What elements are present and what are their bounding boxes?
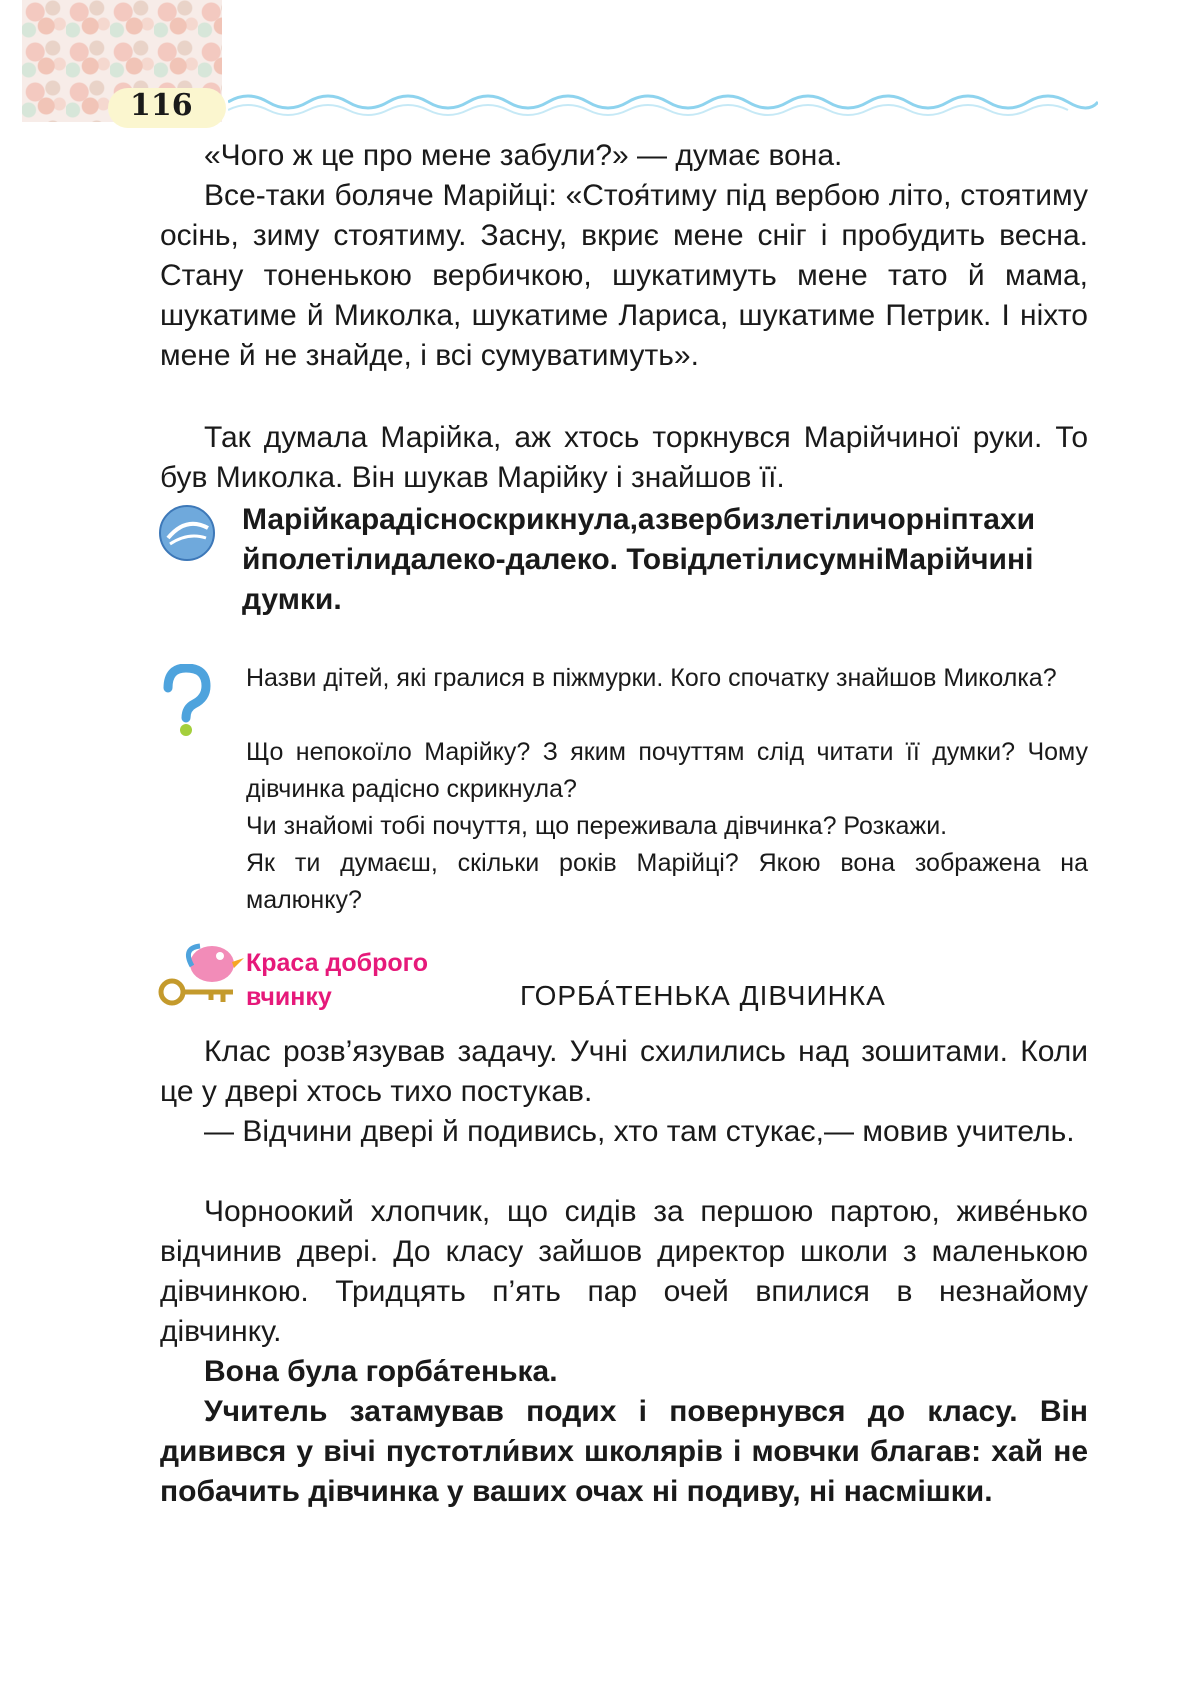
question: Чи знайомі тобі почуття, що переживала дівчинка? Розкажи.: [246, 812, 948, 840]
wave-divider: [228, 90, 1098, 120]
bird-key-icon: [156, 936, 248, 1010]
paragraph: Чорноокий хлопчик, що сидів за першою партою, живе́нько відчинив двері. До класу зайшов директор школи з маленькою дівчинкою. Тридцять п’ять пар очей впилися в незнайому дівчинку.: [160, 1195, 1088, 1348]
question: Що непокоїло Марійку? З яким почуттям слід читати її думки? Чому дівчинка радісно скрикнула?: [246, 738, 1088, 803]
question: Назви дітей, які гралися в піжмурки. Кого спочатку знайшов Миколка?: [246, 664, 1057, 692]
paragraph: Клас розв’язував задачу. Учні схилились над зошитами. Коли це у двері хтось тихо постукав.: [160, 1035, 1088, 1108]
paragraph: — Відчини двері й подивись, хто там стукає,— мовив учитель.: [204, 1115, 1075, 1148]
merged-words-exercise: Марійкарадісноскрикнула,азвербизлетіличорніптахи йполетілидалеко-далеко. ТовідлетілисумніМарійчині думки.: [242, 503, 1036, 616]
paragraph: Так думала Марійка, аж хтось торкнувся Марійчиної руки. То був Миколка. Він шукав Марійку і знайшов її.: [160, 421, 1088, 494]
question-mark-icon: [158, 664, 214, 738]
paragraph: Все-таки боляче Марійці: «Стоя́тиму під вербою літо, стоятиму осінь, зиму стоятиму. Засну, вкриє мене сніг і пробудить весна. Стану тоненькою вербичкою, шукатимуть мене тато й мама, шукатиме й Миколка, шукатиме Лариса, шукатиме Петрик. І ніхто мене й не знайде, і всі сумуватимуть».: [160, 179, 1088, 372]
paragraph: «Чого ж це про мене забули?» — думає вона.: [204, 139, 843, 172]
swoosh-icon: [158, 504, 216, 562]
bold-paragraph: Вона була горба́тенька.: [204, 1355, 558, 1388]
question: Як ти думаєш, скільки років Марійці? Якою вона зображена на малюнку?: [246, 849, 1088, 914]
story-title: ГОРБА́ТЕНЬКА ДІВЧИНКА: [520, 980, 886, 1011]
bold-paragraph: Учитель затамував подих і повернувся до класу. Він дивився у вічі пустотли́вих школярів і мовчки благав: хай не побачить дівчинка у ваших очах ні подиву, ні насмішки.: [160, 1395, 1088, 1508]
rubric-line-1: Краса доброго: [246, 949, 428, 977]
rubric-line-2: вчинку: [246, 983, 332, 1011]
rubric-label: [246, 946, 476, 1014]
page-number: 116: [130, 88, 193, 123]
